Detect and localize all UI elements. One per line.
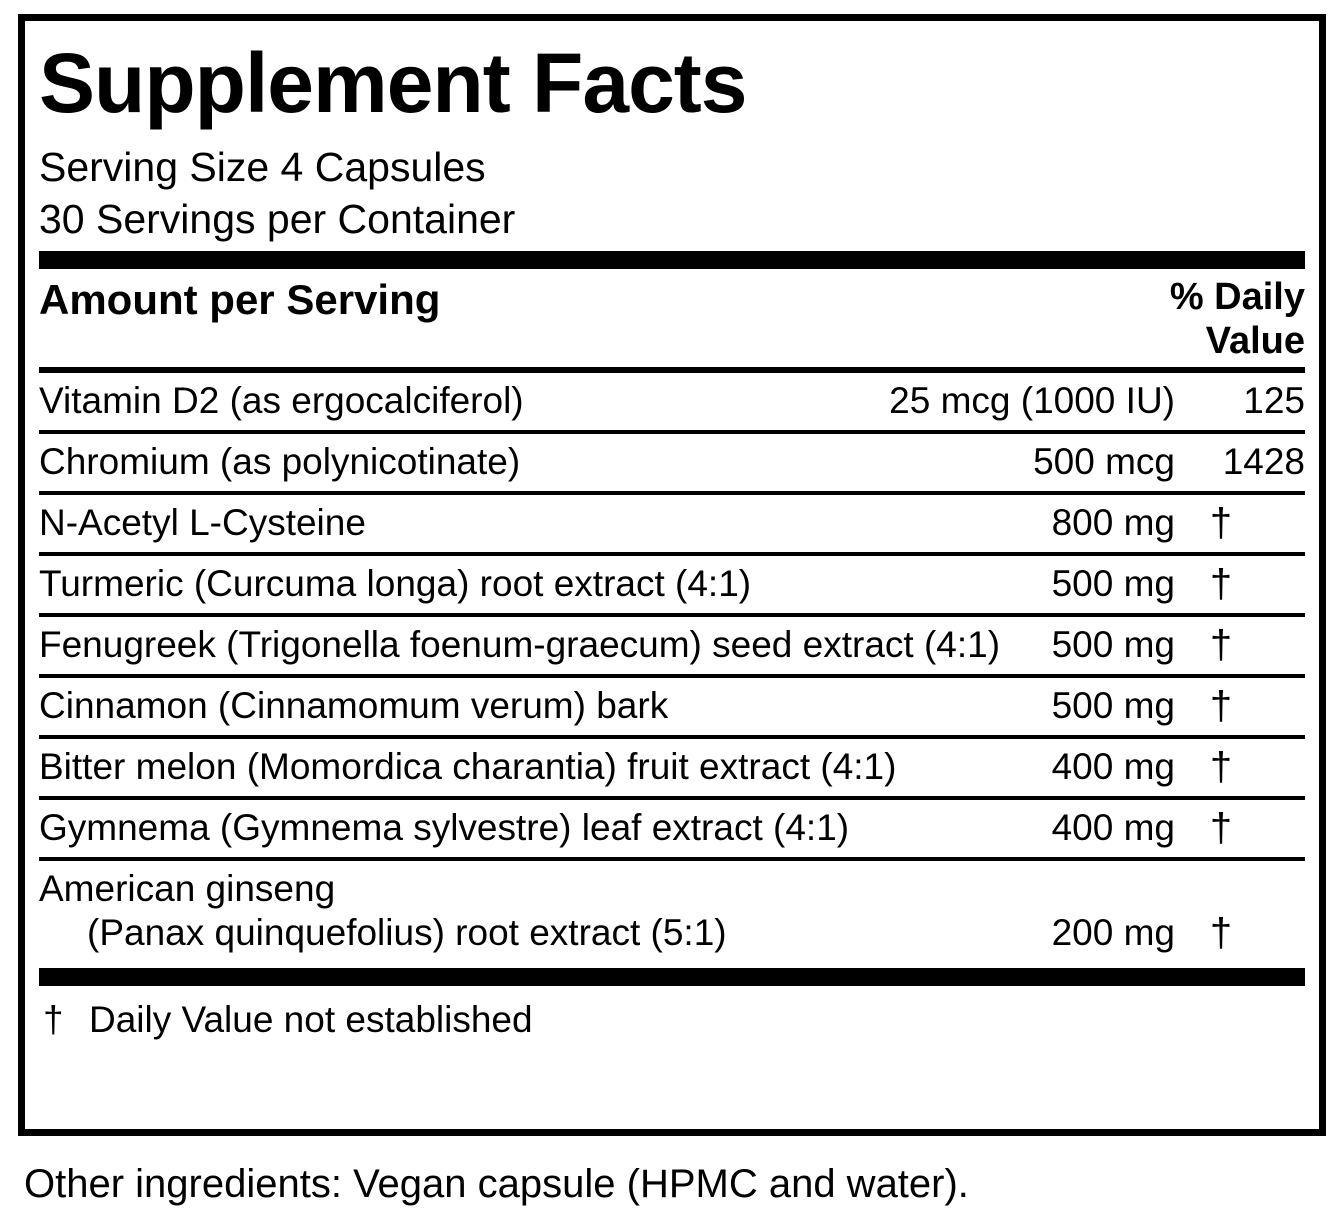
nutrient-dv: †	[1175, 737, 1305, 798]
nutrient-name-line2: (Panax quinquefolius) root extract (5:1)	[87, 912, 727, 953]
table-row	[39, 493, 1305, 554]
daily-value-header-line1: % Daily	[1169, 276, 1305, 318]
footnote	[39, 986, 1305, 1042]
nutrient-amount: 800 mg	[607, 493, 1175, 554]
nutrient-amount: 500 mcg	[607, 432, 1175, 493]
table-row	[39, 432, 1305, 493]
table-row	[39, 615, 1305, 676]
supplement-facts-panel	[18, 14, 1326, 1136]
serving-size: Serving Size 4 Capsules	[39, 144, 486, 190]
daily-value-header	[1170, 275, 1305, 363]
nutrient-name-line1: American ginseng	[39, 868, 336, 909]
nutrient-amount: 25 mcg (1000 IU)	[607, 373, 1175, 432]
nutrient-name: Chromium (as polynicotinate)	[39, 432, 607, 493]
nutrient-name	[39, 859, 727, 962]
nutrient-amount: 500 mg	[607, 615, 1175, 676]
nutrient-dv: †	[1209, 911, 1233, 955]
nutrient-name: Cinnamon (Cinnamomum verum) bark	[39, 676, 607, 737]
nutrient-dv: †	[1175, 554, 1305, 615]
heavy-rule-bottom	[39, 968, 1305, 986]
nutrient-name: Gymnema (Gymnema sylvestre) leaf extract (4:1)	[39, 798, 607, 859]
footnote-text: Daily Value not established	[89, 999, 533, 1040]
nutrient-dv: †	[1175, 493, 1305, 554]
other-ingredients: Other ingredients: Vegan capsule (HPMC and water).	[24, 1162, 969, 1206]
serving-info	[39, 141, 1305, 245]
servings-per-container: 30 Servings per Container	[39, 196, 516, 242]
nutrient-dv: †	[1175, 798, 1305, 859]
nutrient-dv: 125	[1175, 373, 1305, 432]
nutrient-name: N-Acetyl L-Cysteine	[39, 493, 607, 554]
nutrient-name: Bitter melon (Momordica charantia) fruit extract (4:1)	[39, 737, 607, 798]
table-row	[39, 859, 1305, 962]
amount-per-serving-header: Amount per Serving	[39, 276, 441, 323]
nutrient-amount: 500 mg	[607, 676, 1175, 737]
nutrient-amount: 200 mg	[1051, 912, 1175, 953]
table-row	[39, 373, 1305, 432]
daily-value-header-line2: Value	[1205, 320, 1305, 362]
nutrient-name: Vitamin D2 (as ergocalciferol)	[39, 373, 607, 432]
table-row	[39, 798, 1305, 859]
table-row	[39, 737, 1305, 798]
column-headers	[39, 269, 1305, 367]
nutrients-table	[39, 373, 1305, 962]
nutrient-dv: 1428	[1175, 432, 1305, 493]
nutrient-name: Fenugreek (Trigonella foenum-graecum) seed extract (4:1)	[39, 615, 607, 676]
table-row	[39, 554, 1305, 615]
page-title: Supplement Facts	[39, 36, 747, 130]
nutrient-amount: 400 mg	[607, 737, 1175, 798]
nutrient-amount: 400 mg	[607, 798, 1175, 859]
nutrient-name: Turmeric (Curcuma longa) root extract (4:1)	[39, 554, 607, 615]
table-row	[39, 676, 1305, 737]
nutrient-dv: †	[1175, 615, 1305, 676]
nutrient-amount: 500 mg	[607, 554, 1175, 615]
footnote-symbol: †	[43, 999, 64, 1040]
heavy-rule-top	[39, 251, 1305, 269]
nutrient-dv: †	[1175, 676, 1305, 737]
